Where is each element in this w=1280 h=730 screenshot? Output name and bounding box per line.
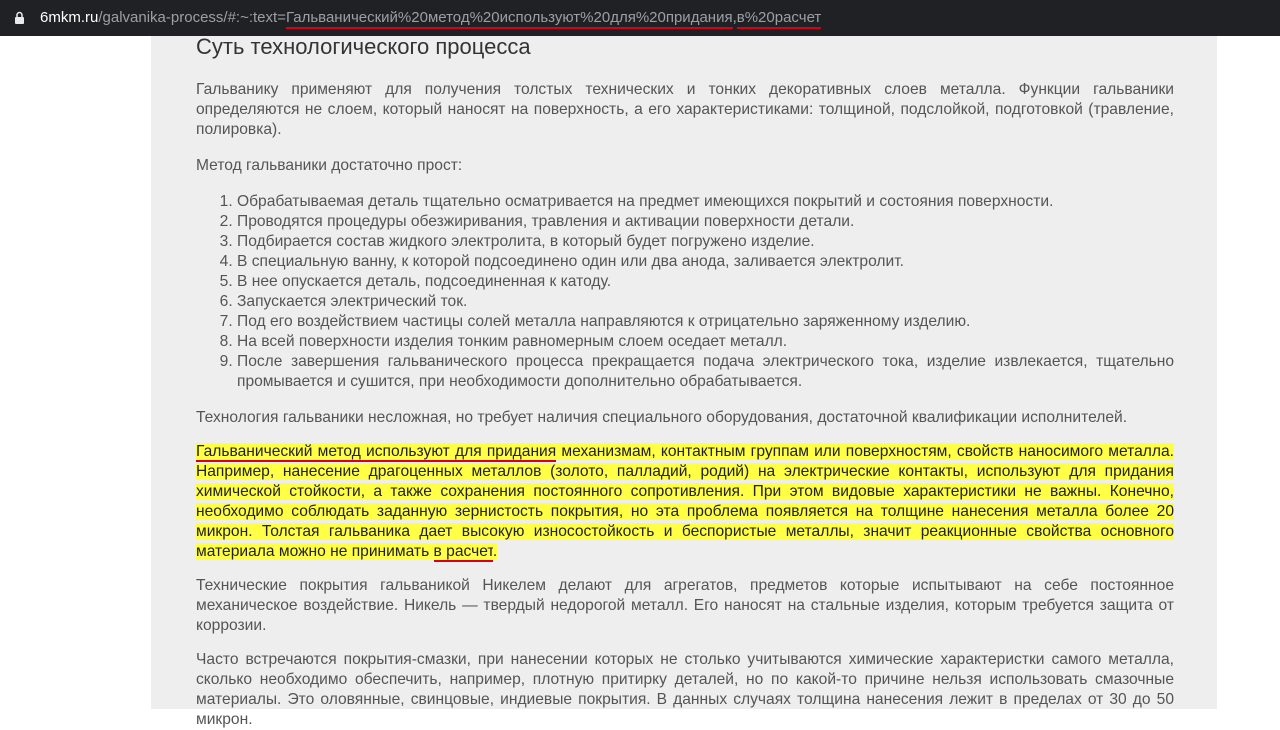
section-heading: Суть технологического процесса bbox=[196, 34, 531, 59]
technology-note-paragraph: Технология гальваники несложная, но требует наличия специального оборудования, достаточной квалификации исполнителей. bbox=[196, 409, 1128, 426]
url-text-fragment-start: Гальванический%20метод%20используют%20для%20придания bbox=[286, 9, 733, 29]
method-lead-paragraph: Метод гальваники достаточно прост: bbox=[196, 157, 463, 174]
list-item: 1. Обрабатываемая деталь тщательно осматривается на предмет имеющихся покрытий и состояния поверхности. bbox=[237, 192, 1174, 212]
list-item: 8. На всей поверхности изделия тонким равномерным слоем оседает металл. bbox=[237, 332, 1174, 352]
list-item: 5. В нее опускается деталь, подсоединенная к катоду. bbox=[237, 272, 1174, 292]
highlighted-paragraph bbox=[196, 442, 1174, 562]
list-item: 4. В специальную ванну, к которой подсоединено один или два анода, заливается электролит. bbox=[237, 252, 1174, 272]
url-fragment-separator: , bbox=[732, 9, 737, 26]
list-item: 6. Запускается электрический ток. bbox=[237, 292, 1174, 312]
url-path: /galvanika-process/#:~:text= bbox=[98, 9, 286, 26]
list-item: 3. Подбирается состав жидкого электролита, в который будет погружено изделие. bbox=[237, 232, 1174, 252]
url-host: 6mkm.ru bbox=[40, 9, 99, 26]
browser-address-bar[interactable] bbox=[0, 0, 1280, 36]
highlight-text-fragment-end: в расчет bbox=[433, 543, 493, 560]
article bbox=[196, 36, 1174, 730]
lubricant-coatings-paragraph: Часто встречаются покрытия-смазки, при нанесении которых не столько учитываются химические характеристки самого металла, сколько необходимо обеспечить, например, плотную притирку деталей, но по какой-то причине нельзя использовать смазочные материалы. Это оловянные, свинцовые, индиевые покрытия. В данных случаях толщина нанесения лежит в пределах от 30 до 50 микрон. bbox=[196, 651, 1174, 728]
highlight-text-middle: механизмам, контактным группам или поверхностям, свойств наносимого металла. Например, нанесение драгоценных металлов (золото, палладий, родий) на электрические контакты, используют для придания химической стойкости, а также сохранения постоянного сопротивления. При этом видовые характеристики не важны. Конечно, необходимо соблюдать заданную зернистость покрытия, но эта проблема появляется на толщине нанесения металла более 20 микрон. Толстая гальваника дает высокую износостойкость и беспористые металлы, значит реакционные свойства основного материала можно не принимать bbox=[196, 443, 1174, 560]
nickel-paragraph: Технические покрытия гальваникой Никелем делают для агрегатов, предметов которые испытывают на себе постоянное механическое воздействие. Никель — твердый недорогой металл. Его наносят на стальные изделия, которым требуется защита от коррозии. bbox=[196, 577, 1174, 634]
highlight-text-fragment-start: Гальванический метод используют для придания bbox=[196, 443, 557, 460]
url-text[interactable] bbox=[40, 9, 821, 26]
lock-icon[interactable] bbox=[14, 11, 25, 25]
list-item: 7. Под его воздействием частицы солей металла направляются к отрицательно заряженному изделию. bbox=[237, 312, 1174, 332]
list-item: 2. Проводятся процедуры обезжиривания, травления и активации поверхности детали. bbox=[237, 212, 1174, 232]
highlight-period: . bbox=[492, 543, 498, 560]
intro-paragraph: Гальванику применяют для получения толстых технических и тонких декоративных слоев металла. Функции гальваники определяются не слоем, который наносят на поверхность, а его характеристиками: толщиной, подслойкой, подготовкой (травление, полировка). bbox=[196, 81, 1174, 138]
process-steps-list bbox=[196, 192, 1174, 392]
url-text-fragment-end: в%20расчет bbox=[737, 9, 822, 29]
list-item: 9. После завершения гальванического процесса прекращается подача электрического тока, изделие извлекается, тщательно промывается и сушится, при необходимости дополнительно обрабатывается. bbox=[237, 352, 1174, 392]
